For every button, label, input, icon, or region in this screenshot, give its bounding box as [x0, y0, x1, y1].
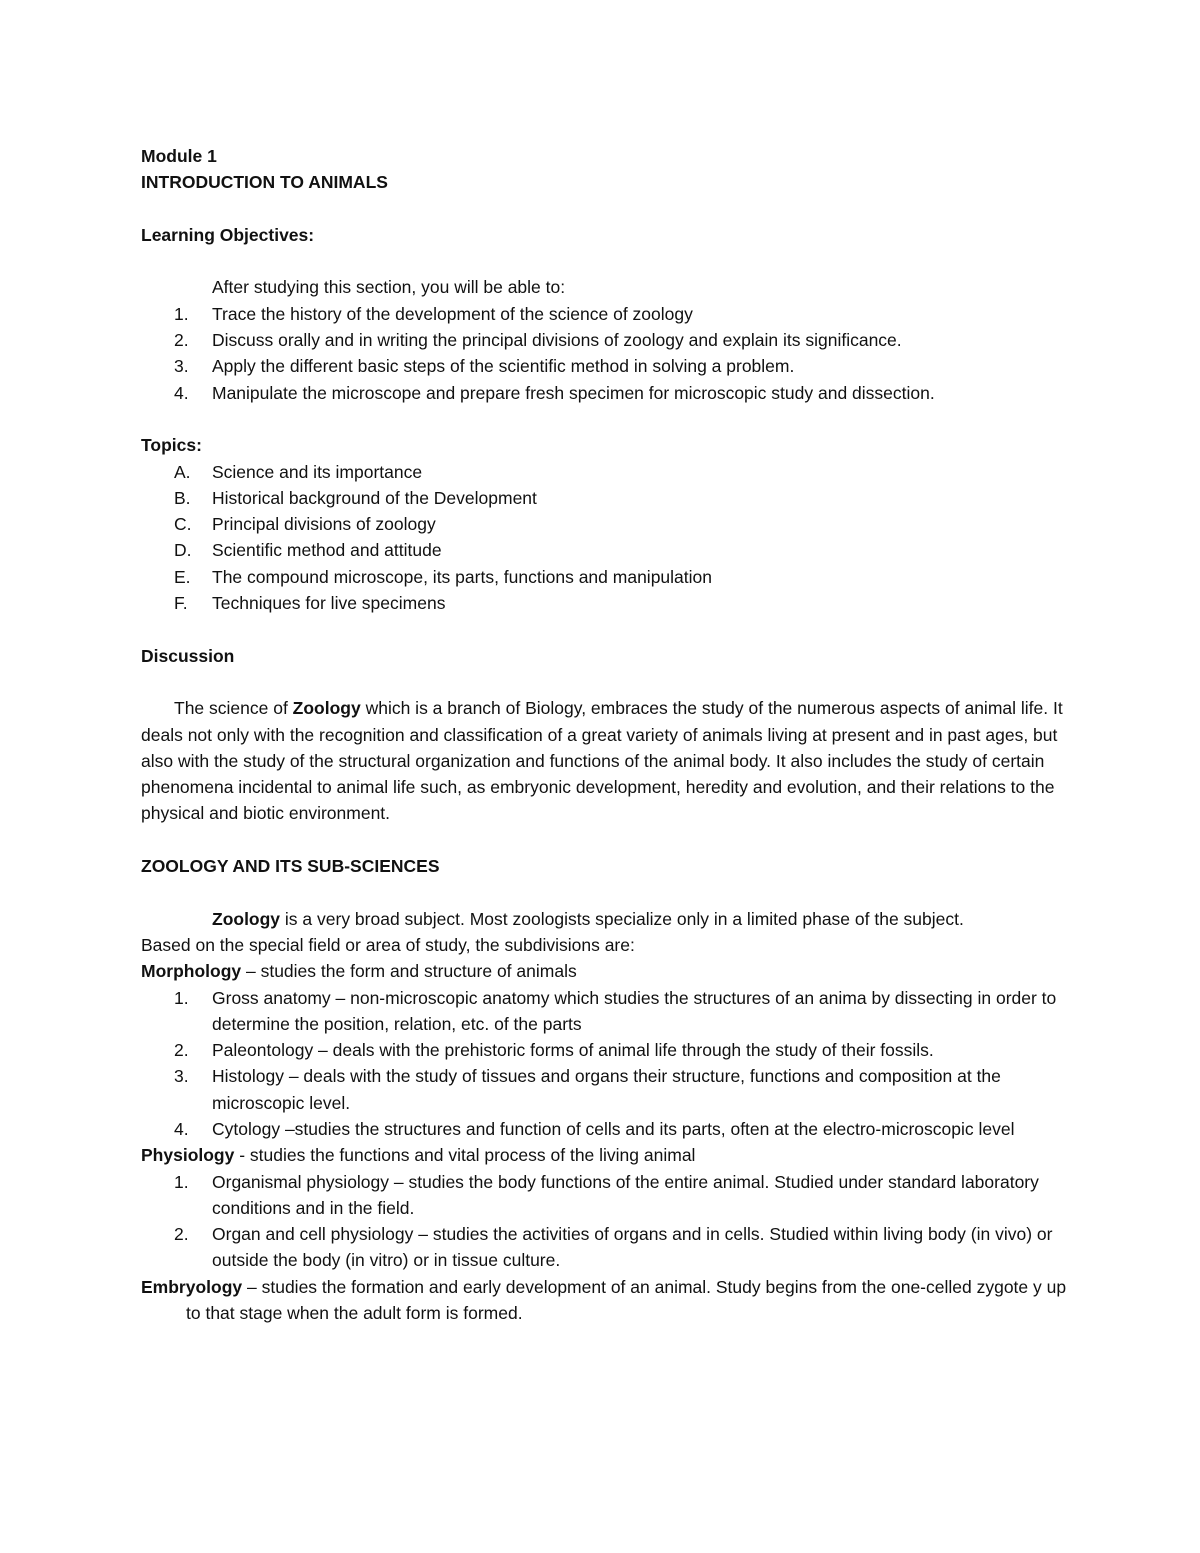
list-item: B. Historical background of the Development	[174, 487, 537, 508]
list-item: 1. Organismal physiology – studies the body functions of the entire animal. Studied under standard laboratory conditions and in the field.	[174, 1171, 1039, 1218]
objectives-heading: Learning Objectives:	[141, 224, 315, 245]
embryology-entry: Embryology – studies the formation and early development of an animal. Study begins from the one-celled zygote y up to that stage when the adult form is formed.	[141, 1276, 1067, 1324]
morphology-entry: Morphology – studies the form and structure of animals	[141, 961, 577, 982]
discussion-paragraph: The science of Zoology which is a branch of Biology, embraces the study of the numerous aspects of animal life. It deals not only with the recognition and classification of a great variety of animals living at present and in past ages, but also with the study of the structural organization and functions of the animal body. It also includes the study of certain phenomena incidental to animal life such, as embryonic development, heredity and evolution, and their relations to the physical and biotic environment.	[141, 698, 1063, 824]
topics-heading: Topics:	[141, 435, 202, 456]
physiology-list	[141, 1169, 1071, 1274]
list-item: 4. Cytology –studies the structures and function of cells and its parts, often at the electro-microscopic level	[174, 1118, 1015, 1139]
module-label: Module 1	[141, 146, 217, 166]
list-item: A. Science and its importance	[174, 461, 423, 482]
physiology-entry: Physiology - studies the functions and vital process of the living animal	[141, 1145, 696, 1166]
document-content	[141, 143, 1071, 1326]
document-title: INTRODUCTION TO ANIMALS	[141, 172, 388, 193]
subsciences-intro-cont: Based on the special field or area of study, the subdivisions are:	[141, 934, 635, 955]
list-item: 3. Histology – deals with the study of tissues and organs their structure, functions and composition at the microscopic level.	[174, 1066, 1001, 1113]
objectives-intro: After studying this section, you will be able to:	[212, 277, 566, 298]
morphology-list	[141, 985, 1071, 1143]
subsciences-intro: Zoology is a very broad subject. Most zoologists specialize only in a limited phase of the subject.	[212, 908, 964, 929]
list-item: 2. Discuss orally and in writing the principal divisions of zoology and explain its significance.	[174, 330, 902, 351]
subsciences-heading: ZOOLOGY AND ITS SUB-SCIENCES	[141, 856, 440, 877]
list-item: 2. Organ and cell physiology – studies the activities of organs and in cells. Studied within living body (in vivo) or outside the body (in vitro) or in tissue culture.	[174, 1224, 1053, 1271]
list-item: C. Principal divisions of zoology	[174, 514, 436, 535]
list-item: 3. Apply the different basic steps of the scientific method in solving a problem.	[174, 356, 795, 377]
list-item: 4. Manipulate the microscope and prepare fresh specimen for microscopic study and dissection.	[174, 382, 935, 403]
topics-list	[141, 459, 1071, 617]
list-item: 1. Trace the history of the development of the science of zoology	[174, 303, 693, 324]
list-item: E. The compound microscope, its parts, functions and manipulation	[174, 566, 712, 587]
list-item: 2. Paleontology – deals with the prehistoric forms of animal life through the study of their fossils.	[174, 1040, 934, 1061]
discussion-heading: Discussion	[141, 645, 235, 666]
list-item: D. Scientific method and attitude	[174, 540, 442, 561]
list-item: F. Techniques for live specimens	[174, 593, 446, 614]
objectives-list	[141, 301, 1071, 406]
list-item: 1. Gross anatomy – non-microscopic anatomy which studies the structures of an anima by dissecting in order to determine the position, relation, etc. of the parts	[174, 987, 1057, 1034]
